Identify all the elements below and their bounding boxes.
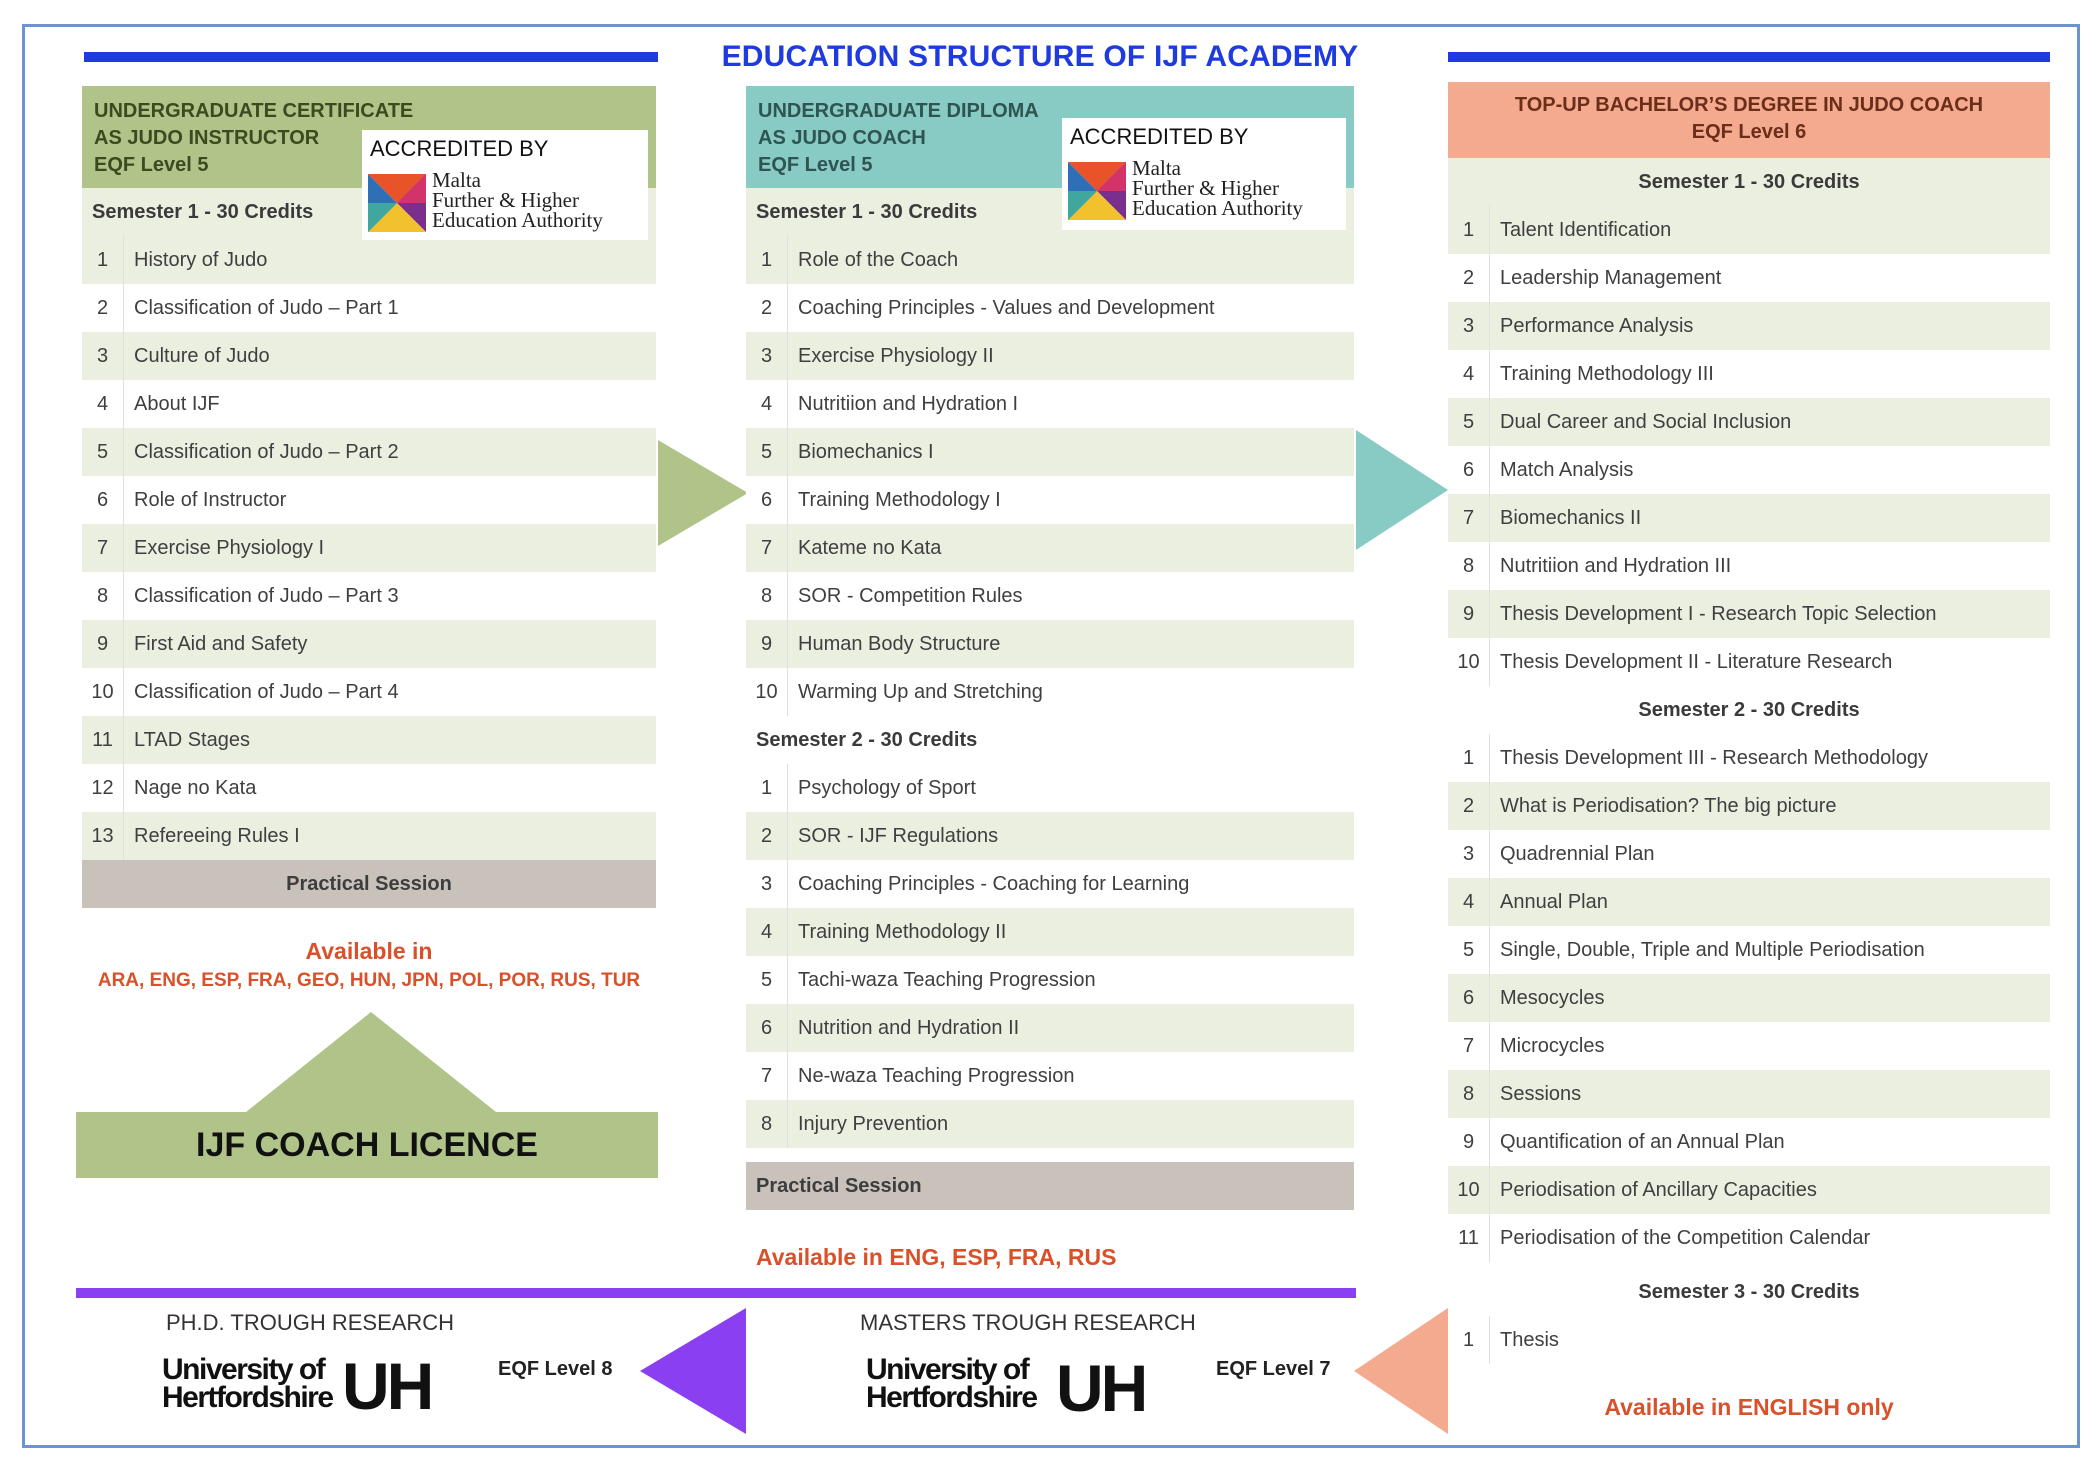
phd-eqf: EQF Level 8 xyxy=(498,1358,613,1380)
course-row xyxy=(1448,446,2050,494)
course-name: Single, Double, Triple and Multiple Periodisation xyxy=(1500,938,1925,961)
course-number: 5 xyxy=(1448,926,1490,974)
course-number: 3 xyxy=(746,332,788,380)
arrow-to-masters-icon xyxy=(1354,1308,1448,1434)
bachelor-title xyxy=(1448,92,2050,146)
course-number: 2 xyxy=(746,284,788,332)
certificate-semester-label: Semester 1 - 30 Credits xyxy=(92,201,314,223)
uh-logo-phd xyxy=(162,1349,452,1423)
course-name: Microcycles xyxy=(1500,1034,1605,1057)
bachelor-column xyxy=(1448,82,2050,1362)
course-row xyxy=(746,332,1354,380)
course-number: 8 xyxy=(746,572,788,620)
diploma-accreditation-badge xyxy=(1062,118,1346,230)
diploma-semester1-label: Semester 1 - 30 Credits xyxy=(756,201,978,223)
research-divider xyxy=(76,1288,1356,1298)
bachelor-semester3-label: Semester 3 - 30 Credits xyxy=(1638,1281,1860,1303)
course-name: Thesis xyxy=(1500,1328,1559,1351)
course-name: Biomechanics I xyxy=(798,440,934,463)
course-name: Human Body Structure xyxy=(798,632,1001,655)
course-name: Quadrennial Plan xyxy=(1500,842,1655,865)
course-row xyxy=(1448,974,2050,1022)
course-number: 8 xyxy=(746,1100,788,1148)
top-rule-left xyxy=(84,52,658,62)
bachelor-semester1-label: Semester 1 - 30 Credits xyxy=(1638,171,1860,193)
diploma-title xyxy=(758,98,1088,179)
mfhea-colour-square-icon xyxy=(368,174,426,232)
course-name: Leadership Management xyxy=(1500,266,1722,289)
uh-line2-2: Hertfordshire xyxy=(866,1381,1037,1414)
course-number: 6 xyxy=(1448,446,1490,494)
accredited-by-label: ACCREDITED BY xyxy=(370,136,549,161)
course-row xyxy=(746,1100,1354,1148)
course-row xyxy=(746,860,1354,908)
course-name: Training Methodology I xyxy=(798,488,1001,511)
licence-up-arrow-icon xyxy=(246,1012,496,1112)
course-number: 7 xyxy=(1448,494,1490,542)
course-number: 1 xyxy=(1448,1316,1490,1364)
course-name: Dual Career and Social Inclusion xyxy=(1500,410,1792,433)
course-name: Psychology of Sport xyxy=(798,776,976,799)
course-number: 7 xyxy=(746,524,788,572)
course-name: Performance Analysis xyxy=(1500,314,1694,337)
course-number: 4 xyxy=(746,908,788,956)
course-name: Nage no Kata xyxy=(134,776,257,799)
course-row xyxy=(746,764,1354,812)
course-name: Sessions xyxy=(1500,1082,1582,1105)
course-row xyxy=(746,1004,1354,1052)
course-number: 8 xyxy=(82,572,124,620)
course-row xyxy=(1448,1316,2050,1364)
course-row xyxy=(82,476,656,524)
uh-line1: University of xyxy=(162,1353,325,1386)
course-name: SOR - Competition Rules xyxy=(798,584,1023,607)
bachelor-semester1-heading xyxy=(1448,158,2050,206)
course-name: Quantification of an Annual Plan xyxy=(1500,1130,1785,1153)
mfhea-line1-2: Malta xyxy=(1132,156,1181,180)
course-row xyxy=(746,908,1354,956)
course-name: Classification of Judo – Part 4 xyxy=(134,680,399,703)
phd-label: PH.D. TROUGH RESEARCH xyxy=(166,1310,455,1335)
diploma-practical-label: Practical Session xyxy=(756,1175,922,1197)
course-row xyxy=(82,380,656,428)
uh-monogram: UH xyxy=(342,1349,432,1423)
mfhea-line2: Further & Higher xyxy=(432,188,579,212)
course-name: Thesis Development II - Literature Research xyxy=(1500,650,1893,673)
accredited-by-label-2: ACCREDITED BY xyxy=(1070,124,1249,149)
course-number: 5 xyxy=(1448,398,1490,446)
course-number: 3 xyxy=(1448,830,1490,878)
course-name: Talent Identification xyxy=(1500,218,1672,241)
course-number: 4 xyxy=(82,380,124,428)
course-row xyxy=(82,764,656,812)
course-row xyxy=(1448,494,2050,542)
course-row xyxy=(746,956,1354,1004)
course-name: Injury Prevention xyxy=(798,1112,949,1135)
masters-eqf: EQF Level 7 xyxy=(1216,1358,1331,1380)
mfhea-colour-square-icon xyxy=(1068,162,1126,220)
course-number: 3 xyxy=(82,332,124,380)
course-name: Refereeing Rules I xyxy=(134,824,300,847)
diploma-column xyxy=(746,86,1354,1214)
course-row xyxy=(746,572,1354,620)
course-row xyxy=(82,524,656,572)
uh-logo-masters xyxy=(866,1351,1166,1425)
course-number: 8 xyxy=(1448,542,1490,590)
diploma-eqf: EQF Level 5 xyxy=(758,154,873,176)
course-name: Periodisation of Ancillary Capacities xyxy=(1500,1178,1817,1201)
course-row xyxy=(746,284,1354,332)
course-name: Training Methodology II xyxy=(798,920,1007,943)
mfhea-line3-2: Education Authority xyxy=(1132,196,1303,220)
course-number: 11 xyxy=(82,716,124,764)
mfhea-name-2 xyxy=(1132,158,1303,218)
certificate-title-line1: UNDERGRADUATE CERTIFICATE xyxy=(94,100,414,122)
course-number: 2 xyxy=(82,284,124,332)
course-number: 12 xyxy=(82,764,124,812)
course-name: Classification of Judo – Part 1 xyxy=(134,296,399,319)
course-name: Role of the Coach xyxy=(798,248,959,271)
certificate-available-languages: ARA, ENG, ESP, FRA, GEO, HUN, JPN, POL, POR, RUS, TUR xyxy=(97,970,641,991)
bachelor-semester2-heading xyxy=(1448,686,2050,734)
uh-line1-2: University of xyxy=(866,1353,1029,1386)
bachelor-available-languages: Available in ENGLISH only xyxy=(1604,1394,1894,1420)
course-row xyxy=(746,668,1354,716)
course-number: 7 xyxy=(1448,1022,1490,1070)
certificate-title-line2: AS JUDO INSTRUCTOR xyxy=(94,127,320,149)
course-name: Coaching Principles - Coaching for Learning xyxy=(798,872,1190,895)
course-row xyxy=(746,620,1354,668)
course-name: Tachi-waza Teaching Progression xyxy=(798,968,1096,991)
course-name: Nutrition and Hydration II xyxy=(798,1016,1020,1039)
course-name: Periodisation of the Competition Calendar xyxy=(1500,1226,1871,1249)
course-number: 9 xyxy=(746,620,788,668)
course-name: First Aid and Safety xyxy=(134,632,308,655)
course-name: Biomechanics II xyxy=(1500,506,1642,529)
course-row xyxy=(746,380,1354,428)
diploma-semester2-heading xyxy=(746,716,1354,764)
course-number: 10 xyxy=(1448,1166,1490,1214)
course-row xyxy=(82,332,656,380)
diploma-title-line2: AS JUDO COACH xyxy=(758,127,926,149)
mfhea-line2-2: Further & Higher xyxy=(1132,176,1279,200)
course-row xyxy=(746,236,1354,284)
course-row xyxy=(82,236,656,284)
course-row xyxy=(1448,878,2050,926)
course-number: 10 xyxy=(746,668,788,716)
course-row xyxy=(746,524,1354,572)
course-number: 1 xyxy=(82,236,124,284)
course-row xyxy=(1448,206,2050,254)
course-number: 11 xyxy=(1448,1214,1490,1262)
course-row xyxy=(82,572,656,620)
mfhea-line1: Malta xyxy=(432,168,481,192)
course-name: Warming Up and Stretching xyxy=(798,680,1043,703)
course-name: Training Methodology III xyxy=(1500,362,1714,385)
uh-line2: Hertfordshire xyxy=(162,1381,333,1414)
diploma-semester2-label: Semester 2 - 30 Credits xyxy=(756,729,978,751)
course-name: Ne-waza Teaching Progression xyxy=(798,1064,1075,1087)
course-row xyxy=(746,428,1354,476)
course-number: 13 xyxy=(82,812,124,860)
course-name: Annual Plan xyxy=(1500,890,1608,913)
course-row xyxy=(746,476,1354,524)
masters-label: MASTERS TROUGH RESEARCH xyxy=(860,1310,1196,1335)
course-row xyxy=(82,284,656,332)
ijf-coach-licence-banner xyxy=(76,1112,658,1178)
course-row xyxy=(82,716,656,764)
mfhea-name xyxy=(432,170,603,230)
course-name: Classification of Judo – Part 2 xyxy=(134,440,399,463)
course-row xyxy=(1448,302,2050,350)
course-number: 5 xyxy=(82,428,124,476)
course-row xyxy=(82,620,656,668)
course-name: History of Judo xyxy=(134,248,268,271)
course-row xyxy=(746,812,1354,860)
course-row xyxy=(1448,1022,2050,1070)
course-number: 1 xyxy=(746,236,788,284)
course-row xyxy=(1448,254,2050,302)
course-name: LTAD Stages xyxy=(134,728,250,751)
course-number: 1 xyxy=(746,764,788,812)
arrow-to-phd-icon xyxy=(640,1308,746,1434)
course-name: Exercise Physiology II xyxy=(798,344,994,367)
course-number: 7 xyxy=(746,1052,788,1100)
course-row xyxy=(82,428,656,476)
course-number: 6 xyxy=(82,476,124,524)
course-name: SOR - IJF Regulations xyxy=(798,824,999,847)
course-name: Nutritiion and Hydration I xyxy=(798,392,1019,415)
course-number: 10 xyxy=(82,668,124,716)
course-row xyxy=(1448,350,2050,398)
course-row xyxy=(1448,1118,2050,1166)
course-row xyxy=(1448,398,2050,446)
course-name: Mesocycles xyxy=(1500,986,1605,1009)
course-name: Role of Instructor xyxy=(134,488,287,511)
course-number: 6 xyxy=(746,476,788,524)
course-row xyxy=(746,1052,1354,1100)
certificate-practical-label: Practical Session xyxy=(286,873,452,895)
course-number: 2 xyxy=(1448,782,1490,830)
course-row xyxy=(1448,926,2050,974)
mfhea-line3: Education Authority xyxy=(432,208,603,232)
uh-wordmark xyxy=(162,1353,333,1414)
certificate-eqf: EQF Level 5 xyxy=(94,154,209,176)
diploma-title-line1: UNDERGRADUATE DIPLOMA xyxy=(758,100,1039,122)
course-name: Thesis Development III - Research Methodology xyxy=(1500,746,1928,769)
course-name: Nutritiion and Hydration III xyxy=(1500,554,1732,577)
course-row xyxy=(1448,782,2050,830)
course-number: 4 xyxy=(1448,350,1490,398)
course-number: 10 xyxy=(1448,638,1490,686)
course-number: 9 xyxy=(82,620,124,668)
course-number: 5 xyxy=(746,428,788,476)
course-row xyxy=(1448,590,2050,638)
course-number: 9 xyxy=(1448,1118,1490,1166)
course-row xyxy=(1448,734,2050,782)
course-number: 2 xyxy=(1448,254,1490,302)
certificate-practical-session xyxy=(82,860,656,908)
course-row xyxy=(82,812,656,860)
course-name: Classification of Judo – Part 3 xyxy=(134,584,399,607)
course-number: 6 xyxy=(746,1004,788,1052)
course-name: Exercise Physiology I xyxy=(134,536,325,559)
arrow-to-bachelor-icon xyxy=(1356,430,1448,550)
course-number: 9 xyxy=(1448,590,1490,638)
course-name: Culture of Judo xyxy=(134,344,270,367)
uh-monogram-2: UH xyxy=(1056,1351,1146,1425)
course-number: 4 xyxy=(1448,878,1490,926)
course-number: 3 xyxy=(1448,302,1490,350)
course-number: 8 xyxy=(1448,1070,1490,1118)
course-number: 4 xyxy=(746,380,788,428)
course-number: 6 xyxy=(1448,974,1490,1022)
course-number: 5 xyxy=(746,956,788,1004)
arrow-to-diploma-icon xyxy=(658,440,748,546)
course-row xyxy=(1448,542,2050,590)
page-title: EDUCATION STRUCTURE OF IJF ACADEMY xyxy=(721,40,1359,73)
course-row xyxy=(1448,638,2050,686)
diploma-practical-session xyxy=(746,1162,1354,1210)
course-row xyxy=(1448,1214,2050,1262)
course-name: Match Analysis xyxy=(1500,458,1634,481)
ijf-coach-licence-label: IJF COACH LICENCE xyxy=(196,1126,538,1164)
certificate-available-label: Available in xyxy=(305,938,433,964)
uh-wordmark-2 xyxy=(866,1353,1037,1414)
diploma-available-languages: Available in ENG, ESP, FRA, RUS xyxy=(756,1244,1117,1270)
course-number: 3 xyxy=(746,860,788,908)
course-row xyxy=(1448,1166,2050,1214)
top-rule-right xyxy=(1448,52,2050,62)
course-number: 1 xyxy=(1448,206,1490,254)
course-row xyxy=(1448,1070,2050,1118)
course-number: 1 xyxy=(1448,734,1490,782)
course-row xyxy=(1448,830,2050,878)
course-name: Kateme no Kata xyxy=(798,536,942,559)
course-name: What is Periodisation? The big picture xyxy=(1500,794,1837,817)
course-number: 7 xyxy=(82,524,124,572)
bachelor-title-line1: TOP-UP BACHELOR’S DEGREE IN JUDO COACH xyxy=(1514,94,1984,116)
certificate-accreditation-badge xyxy=(362,130,648,240)
course-name: Thesis Development I - Research Topic Selection xyxy=(1500,602,1937,625)
course-name: About IJF xyxy=(134,392,220,415)
course-name: Coaching Principles - Values and Development xyxy=(798,296,1215,319)
course-number: 2 xyxy=(746,812,788,860)
bachelor-semester2-label: Semester 2 - 30 Credits xyxy=(1638,699,1860,721)
bachelor-eqf: EQF Level 6 xyxy=(1691,121,1807,143)
course-row xyxy=(82,668,656,716)
bachelor-semester3-heading xyxy=(1448,1268,2050,1316)
